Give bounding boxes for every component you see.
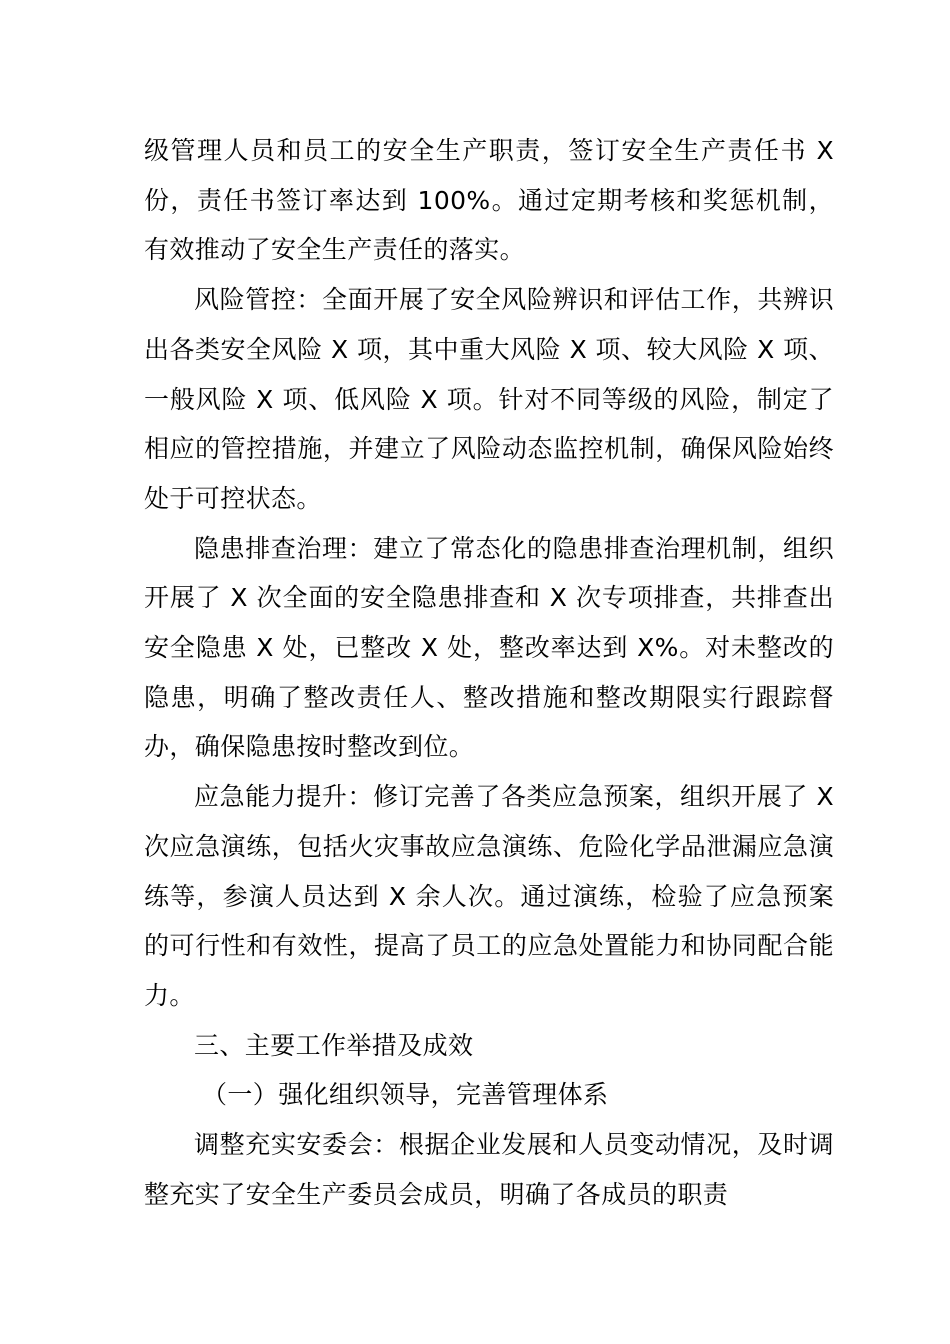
paragraph-risk-control: 风险管控：全面开展了安全风险辨识和评估工作，共辨识出各类安全风险 X 项，其中重大风险 X 项、较大风险 X 项、一般风险 X 项、低风险 X 项。针对不同等级的风险，制定了相应的管控措施，并建立了风险动态监控机制，确保风险始终处于可控状态。 [144,285,834,513]
subsection-heading: （一）强化组织领导，完善管理体系 [202,1080,609,1110]
section-heading: 三、主要工作举措及成效 [194,1030,474,1060]
paragraph-responsibility: 级管理人员和员工的安全生产职责，签订安全生产责任书 X 份，责任书签订率达到 100%。通过定期考核和奖惩机制，有效推动了安全生产责任的落实。 [144,136,834,265]
paragraph-safety-committee: 调整充实安委会：根据企业发展和人员变动情况，及时调整充实了安全生产委员会成员，明确了各成员的职责 [144,1130,834,1209]
paragraph-emergency-capability: 应急能力提升：修订完善了各类应急预案，组织开展了 X 次应急演练，包括火灾事故应急演练、危险化学品泄漏应急演练等，参演人员达到 X 余人次。通过演练，检验了应急预案的可行性和有效性，提高了员工的应急处置能力和协同配合能力。 [144,782,834,1010]
document-body [144,126,834,1219]
paragraph-hazard-inspection: 隐患排查治理：建立了常态化的隐患排查治理机制，组织开展了 X 次全面的安全隐患排查和 X 次专项排查，共排查出安全隐患 X 处，已整改 X 处，整改率达到 X%。对未整改的隐患，明确了整改责任人、整改措施和整改期限实行跟踪督办，确保隐患按时整改到位。 [144,533,834,762]
